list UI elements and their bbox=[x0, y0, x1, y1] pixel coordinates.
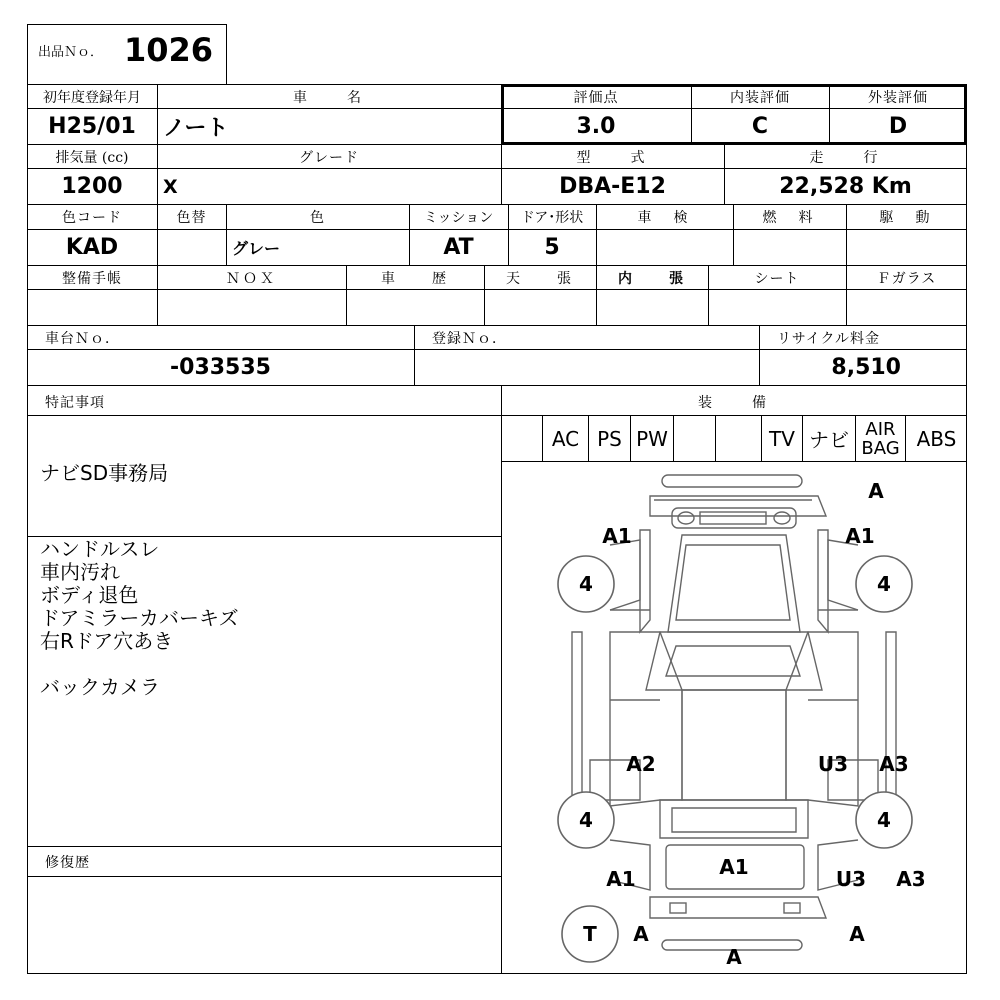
color-code-value: KAD bbox=[65, 235, 119, 260]
score-label: 評価点 bbox=[573, 89, 619, 106]
door-value: 5 bbox=[544, 235, 560, 260]
car-name-label: 車 名 bbox=[293, 89, 365, 106]
lot-number-value: 1026 bbox=[124, 31, 214, 69]
lot-number-box bbox=[27, 24, 227, 85]
transmission-label: ミッション bbox=[423, 210, 494, 226]
mark-a1-trunk: A1 bbox=[719, 855, 749, 879]
reg-no-value bbox=[414, 350, 759, 385]
mark-tire-fr: 4 bbox=[877, 572, 891, 596]
model-value: DBA-E12 bbox=[559, 174, 666, 199]
repaint-label: 色替 bbox=[176, 210, 207, 226]
mark-a3-low: A3 bbox=[896, 867, 926, 891]
mark-a2: A2 bbox=[626, 752, 656, 776]
car-name-value: ノート bbox=[163, 116, 229, 141]
mark-a1-rear-left: A1 bbox=[606, 867, 636, 891]
mileage-value: 22,528 Km bbox=[779, 174, 912, 199]
reg-no-label: 登録Ｎｏ． bbox=[432, 330, 507, 347]
mark-a1-right: A1 bbox=[845, 524, 875, 548]
mark-tire-rl: 4 bbox=[579, 808, 593, 832]
color-code-label: 色コード bbox=[62, 210, 122, 226]
notes-label: 特記事項 bbox=[45, 394, 105, 411]
inspection-label: 車 検 bbox=[637, 210, 692, 226]
mark-u3-mid: U3 bbox=[817, 752, 849, 776]
mark-a-rear-right: A bbox=[849, 922, 865, 946]
displacement-value: 1200 bbox=[61, 174, 123, 199]
fuel-label: 燃 料 bbox=[762, 210, 817, 226]
interior-label: 内装評価 bbox=[730, 89, 790, 106]
interior-trim-label: 内 張 bbox=[618, 270, 686, 287]
grade-label: グレード bbox=[299, 149, 359, 166]
equipment-item-ps: PS bbox=[589, 416, 631, 461]
equipment-item-tv: TV bbox=[762, 416, 803, 461]
chassis-value: -033535 bbox=[170, 355, 271, 380]
equipment-item-pw: PW bbox=[631, 416, 674, 461]
recycle-value: 8,510 bbox=[831, 355, 901, 380]
equipment-item-blank-3 bbox=[716, 416, 762, 461]
mark-spare: T bbox=[583, 922, 597, 946]
mark-roof-front: A bbox=[868, 479, 884, 503]
mileage-label: 走 行 bbox=[809, 149, 882, 166]
model-label: 型 式 bbox=[576, 149, 649, 166]
mark-u3-low: U3 bbox=[835, 867, 867, 891]
mark-tire-fl: 4 bbox=[579, 572, 593, 596]
nox-label: ＮＯＸ bbox=[226, 270, 277, 287]
car-damage-diagram bbox=[502, 462, 966, 973]
equipment-item-blank-2 bbox=[674, 416, 716, 461]
repaint-value bbox=[157, 230, 226, 265]
color-value: グレー bbox=[232, 239, 281, 258]
grade-value: X bbox=[163, 175, 178, 198]
inspection-value bbox=[596, 230, 733, 265]
interior-value: C bbox=[751, 114, 769, 139]
mark-a3-mid: A3 bbox=[879, 752, 909, 776]
color-label: 色 bbox=[310, 210, 325, 226]
exterior-value: D bbox=[888, 114, 908, 139]
mark-a-rear-left: A bbox=[633, 922, 649, 946]
notes-text-1: ナビSD事務局 bbox=[40, 461, 169, 485]
equipment-item-airbag: AIR BAG bbox=[856, 416, 906, 461]
equipment-item-navi: ナビ bbox=[803, 416, 856, 461]
recycle-label: リサイクル料金 bbox=[777, 330, 881, 347]
transmission-value: AT bbox=[443, 235, 474, 260]
equipment-item-blank-1 bbox=[501, 416, 543, 461]
displacement-label: 排気量 (cc) bbox=[55, 149, 129, 166]
exterior-label: 外装評価 bbox=[868, 89, 928, 106]
drive-value bbox=[846, 230, 967, 265]
first-reg-value: H25/01 bbox=[48, 114, 136, 139]
vehicle-history-label: 車 歴 bbox=[381, 270, 449, 287]
repair-history-label: 修復歴 bbox=[45, 854, 90, 871]
mark-a1-left: A1 bbox=[602, 524, 632, 548]
equipment-item-abs: ABS bbox=[916, 426, 957, 451]
fuel-value bbox=[733, 230, 846, 265]
chassis-label: 車台Ｎｏ． bbox=[45, 330, 120, 347]
maintenance-book-label: 整備手帳 bbox=[62, 270, 122, 287]
first-reg-label: 初年度登録年月 bbox=[43, 89, 141, 106]
score-value: 3.0 bbox=[576, 114, 616, 139]
headliner-label: 天 張 bbox=[506, 270, 574, 287]
seat-label: シート bbox=[754, 270, 800, 287]
door-label: ドア･形状 bbox=[520, 210, 584, 226]
mark-tire-rr: 4 bbox=[877, 808, 891, 832]
notes-text-2: ハンドルスレ 車内汚れ ボディ退色 ドアミラーカバーキズ 右Rドア穴あき バックカメラ bbox=[40, 537, 239, 699]
equipment-label: 装 備 bbox=[698, 394, 770, 411]
drive-label: 駆 動 bbox=[879, 210, 934, 226]
mark-a-bottom: A bbox=[726, 945, 742, 969]
equipment-item-ac: AC bbox=[543, 416, 589, 461]
front-glass-label: Ｆガラス bbox=[876, 270, 937, 287]
lot-number-label: 出品Ｎｏ． bbox=[38, 45, 104, 60]
